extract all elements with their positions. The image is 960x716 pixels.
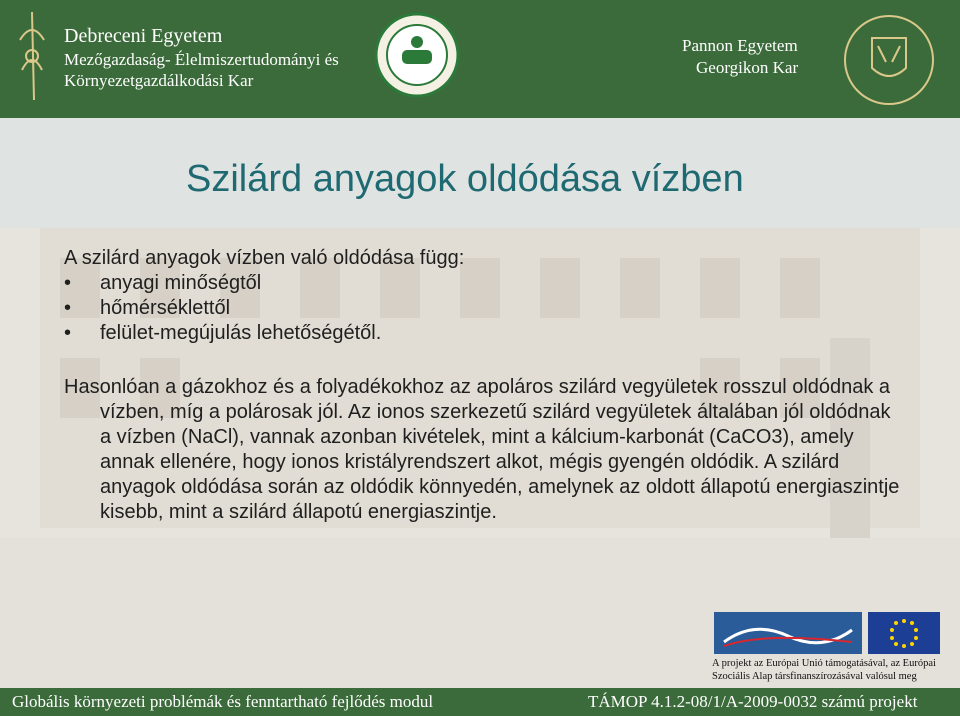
debrecen-crest-icon [12,10,52,102]
support-line2: Szociális Alap társfinanszírozásával valósul meg [712,671,917,682]
bullet-item: • anyagi minőségtől [64,272,262,294]
uj-magyarorszag-logo [714,612,862,654]
bullet-list [64,271,904,346]
slide-title: Szilárd anyagok oldódása vízben [186,158,744,200]
intro-text: A szilárd anyagok vízben való oldódása függ: [64,247,465,269]
debrecen-title: Debreceni Egyetem [64,25,223,47]
footer-band [0,688,960,716]
support-note [712,657,952,683]
slide-content [64,246,904,525]
pannon-faculty: Georgikon Kar [696,58,799,77]
bullet-icon: • [64,297,72,319]
footer-module: Globális környezeti problémák és fenntartható fejlődés modul [12,692,434,711]
debrecen-faculty-line1: Mezőgazdaság- Élelmiszertudományi és [64,50,339,69]
bullet-icon: • [64,272,72,294]
pannon-crest-icon [842,14,936,106]
bullet-item: • hőmérséklettől [64,297,231,319]
footer-project: TÁMOP 4.1.2-08/1/A-2009-0032 számú projekt [588,692,918,711]
eu-flag-icon [868,612,940,654]
body-paragraph: Hasonlóan a gázokhoz és a folyadékokhoz az apoláros szilárd vegyületek rosszul oldódnak a vízben, míg a polárosak jól. Az ionos szerkezetű szilárd vegyületek általában jól oldódnak a vízben (NaCl), vannak azonban kivételek, mint a kálcium-karbonát (CaCO3), amely annak ellenére, hogy ionos kristályrendszert alkot, mégis gyengén oldódik. A szilárd anyagok oldódása során az oldódik könnyedén, amelynek az oldott állapotú energiaszintje kisebb, mint a szilárd állapotú energiaszintje. [64,376,900,523]
bullet-icon: • [64,322,72,344]
debrecen-faculty-line2: Környezetgazdálkodási Kar [64,71,254,90]
bullet-item: • felület-megújulás lehetőségétől. [64,322,382,344]
support-line1: A projekt az Európai Unió támogatásával, az Európai [712,658,936,669]
header-band [0,0,960,118]
pannon-title: Pannon Egyetem [682,36,798,55]
seal-icon [374,12,460,98]
slide-body [0,118,960,688]
sponsor-logos [714,612,940,654]
